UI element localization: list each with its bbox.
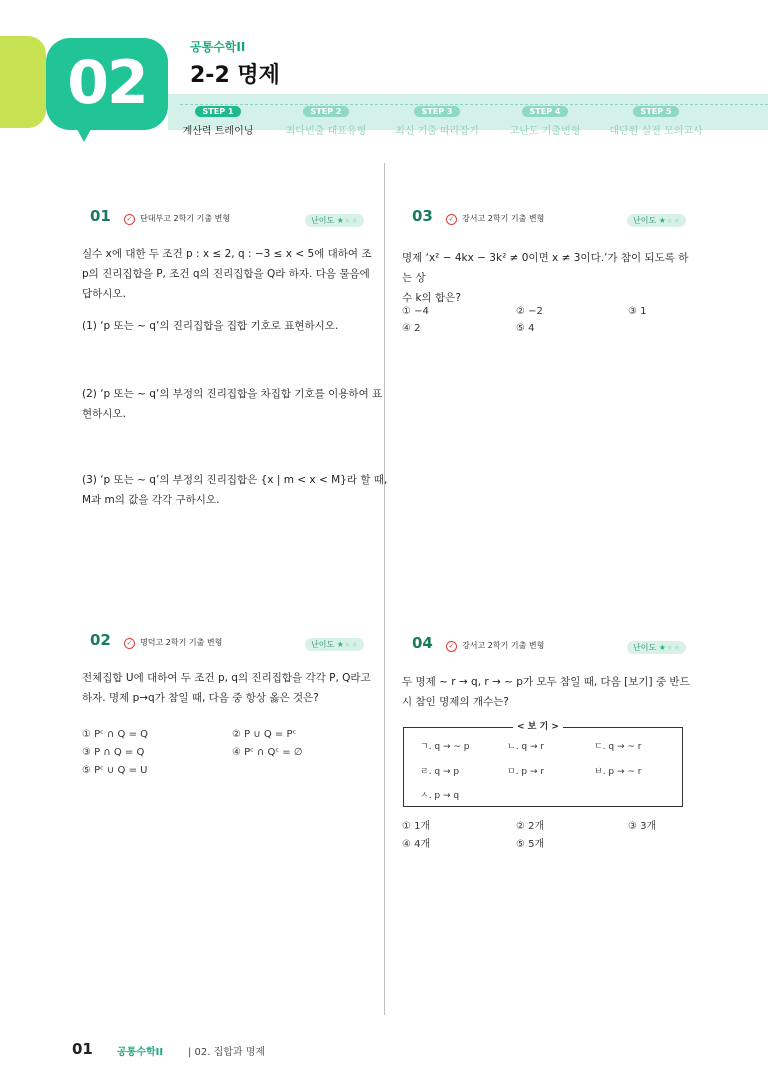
step-2-badge: STEP 2 <box>303 106 350 117</box>
step-5-badge: STEP 5 <box>633 106 680 117</box>
step-1-badge: STEP 1 <box>195 106 242 117</box>
bogi-item: ㄹ. q → p <box>420 767 460 777</box>
problem-source: 강서고 2학기 기출 변형 <box>462 214 545 223</box>
step-4-label: 고난도 기출변형 <box>509 126 581 137</box>
choice-3[interactable]: ③ 3개 <box>628 821 657 832</box>
bogi-item: ㅁ. p → r <box>507 767 545 777</box>
problem-01-header <box>90 206 230 225</box>
star-filled-icon: ★ <box>336 216 344 225</box>
difficulty-label: 난이도 <box>311 216 335 225</box>
bogi-item: ㄴ. q → r <box>507 742 545 752</box>
problem-text-line: 수 k의 합은? <box>402 292 461 304</box>
problem-02-header <box>90 630 222 649</box>
star-empty-icon: ★★ <box>665 643 681 652</box>
problem-text-line: 답하시오. <box>82 288 126 300</box>
problem-text-line: 명제 ‘x² − 4kx − 3k² ≠ 0이면 x ≠ 3이다.’가 참이 되도록 하는 상 <box>402 252 689 284</box>
problem-number: 03 <box>412 207 433 225</box>
choice-2[interactable]: ② P ∪ Q = Pᶜ <box>232 729 297 740</box>
step-3-badge: STEP 3 <box>414 106 461 117</box>
problem-text-line: (3) ‘p 또는 ~ q’의 부정의 진리집합은 {x | m < x < M}라 할 때, <box>82 474 388 486</box>
lime-accent-tab <box>0 36 46 128</box>
choice-4[interactable]: ④ 4개 <box>402 839 431 850</box>
bogi-title: < 보 기 > <box>513 719 563 732</box>
star-empty-icon: ★★ <box>665 216 681 225</box>
page-number: 01 <box>72 1040 93 1058</box>
difficulty-badge <box>305 208 364 227</box>
difficulty-label: 난이도 <box>633 216 657 225</box>
problem-text-line: p의 진리집합을 P, 조건 q의 진리집합을 Q라 하자. 다음 물음에 <box>82 268 370 280</box>
bogi-item: ㄷ. q → ~ r <box>594 742 642 752</box>
step-4[interactable] <box>490 99 600 137</box>
subquestion-2 <box>82 384 382 424</box>
choice-1[interactable]: ① −4 <box>402 306 429 317</box>
problem-source: 강서고 2학기 기출 변형 <box>462 641 545 650</box>
star-empty-icon: ★★ <box>343 216 359 225</box>
problem-04-text <box>402 672 692 712</box>
footer-course: 공통수학II <box>117 1047 164 1058</box>
problem-source: 명덕고 2학기 기출 변형 <box>140 638 223 647</box>
star-filled-icon: ★ <box>658 643 666 652</box>
step-4-badge: STEP 4 <box>522 106 569 117</box>
check-circle-icon: ✓ <box>446 214 457 225</box>
star-empty-icon: ★★ <box>343 640 359 649</box>
problem-03-header <box>412 206 544 225</box>
choice-3[interactable]: ③ 1 <box>628 306 647 317</box>
problem-text-line: 현하시오. <box>82 408 126 420</box>
problem-text-line: 전체집합 U에 대하여 두 조건 p, q의 진리집합을 각각 P, Q라고 <box>82 672 371 684</box>
step-2[interactable] <box>271 99 381 137</box>
step-2-label: 최다빈출 대표유형 <box>285 126 367 137</box>
difficulty-badge <box>627 208 686 227</box>
problem-text-line: M과 m의 값을 각각 구하시오. <box>82 494 220 506</box>
difficulty-label: 난이도 <box>311 640 335 649</box>
step-5[interactable] <box>601 99 711 137</box>
difficulty-badge <box>305 632 364 651</box>
choice-2[interactable]: ② 2개 <box>516 821 545 832</box>
star-filled-icon: ★ <box>658 216 666 225</box>
bogi-item: ㅅ. p → q <box>420 791 460 801</box>
problem-text-line: 하자. 명제 p→q가 참일 때, 다음 중 항상 옳은 것은? <box>82 692 319 704</box>
difficulty-badge <box>627 635 686 654</box>
bogi-item: ㅂ. p → ~ r <box>594 767 642 777</box>
step-3-label: 최신 기출 따라잡기 <box>395 126 479 137</box>
check-circle-icon: ✓ <box>124 214 135 225</box>
footer-chapter: | 02. 집합과 명제 <box>188 1047 266 1058</box>
step-1[interactable] <box>163 99 273 137</box>
step-5-label: 대단원 실전 모의고사 <box>609 126 703 137</box>
problem-text-line: 시 참인 명제의 개수는? <box>402 696 509 708</box>
check-circle-icon: ✓ <box>446 641 457 652</box>
subquestion-3 <box>82 470 387 510</box>
choice-1[interactable]: ① Pᶜ ∩ Q = Q <box>82 729 149 740</box>
chapter-number: 02 <box>67 48 147 118</box>
problem-text-line: 실수 x에 대한 두 조건 p : x ≤ 2, q : −3 ≤ x < 5에 대하여 조 <box>82 248 372 260</box>
choice-2[interactable]: ② −2 <box>516 306 543 317</box>
chapter-badge-tail <box>72 120 96 142</box>
problem-text-line: 두 명제 ~ r → q, r → ~ p가 모두 참일 때, 다음 [보기] 중 반드 <box>402 676 690 688</box>
problem-text-line: (2) ‘p 또는 ~ q’의 부정의 진리집합을 차집합 기호를 이용하여 표 <box>82 388 383 400</box>
problem-01-text <box>82 244 372 304</box>
choice-1[interactable]: ① 1개 <box>402 821 431 832</box>
problem-04-header <box>412 633 544 652</box>
choice-5[interactable]: ⑤ 4 <box>516 323 535 334</box>
problem-source: 단대부고 2학기 기출 변형 <box>140 214 231 223</box>
choice-5[interactable]: ⑤ 5개 <box>516 839 545 850</box>
choice-4[interactable]: ④ Pᶜ ∩ Qᶜ = ∅ <box>232 747 303 758</box>
choice-5[interactable]: ⑤ Pᶜ ∪ Q = U <box>82 765 148 776</box>
check-circle-icon: ✓ <box>124 638 135 649</box>
problem-03-text <box>402 248 692 308</box>
subquestion-1: (1) ‘p 또는 ~ q’의 진리집합을 집합 기호로 표현하시오. <box>82 320 339 332</box>
problem-02-text <box>82 668 372 708</box>
step-3[interactable] <box>382 99 492 137</box>
page-title: 2-2 명제 <box>190 63 280 88</box>
choice-4[interactable]: ④ 2 <box>402 323 421 334</box>
problem-number: 01 <box>90 207 111 225</box>
course-name: 공통수학II <box>190 40 246 54</box>
choice-3[interactable]: ③ P ∩ Q = Q <box>82 747 145 758</box>
step-1-label: 계산력 트레이닝 <box>182 126 254 137</box>
bogi-item: ㄱ. q → ~ p <box>420 742 470 752</box>
problem-number: 04 <box>412 634 433 652</box>
difficulty-label: 난이도 <box>633 643 657 652</box>
column-divider <box>384 163 385 1015</box>
star-filled-icon: ★ <box>336 640 344 649</box>
problem-number: 02 <box>90 631 111 649</box>
